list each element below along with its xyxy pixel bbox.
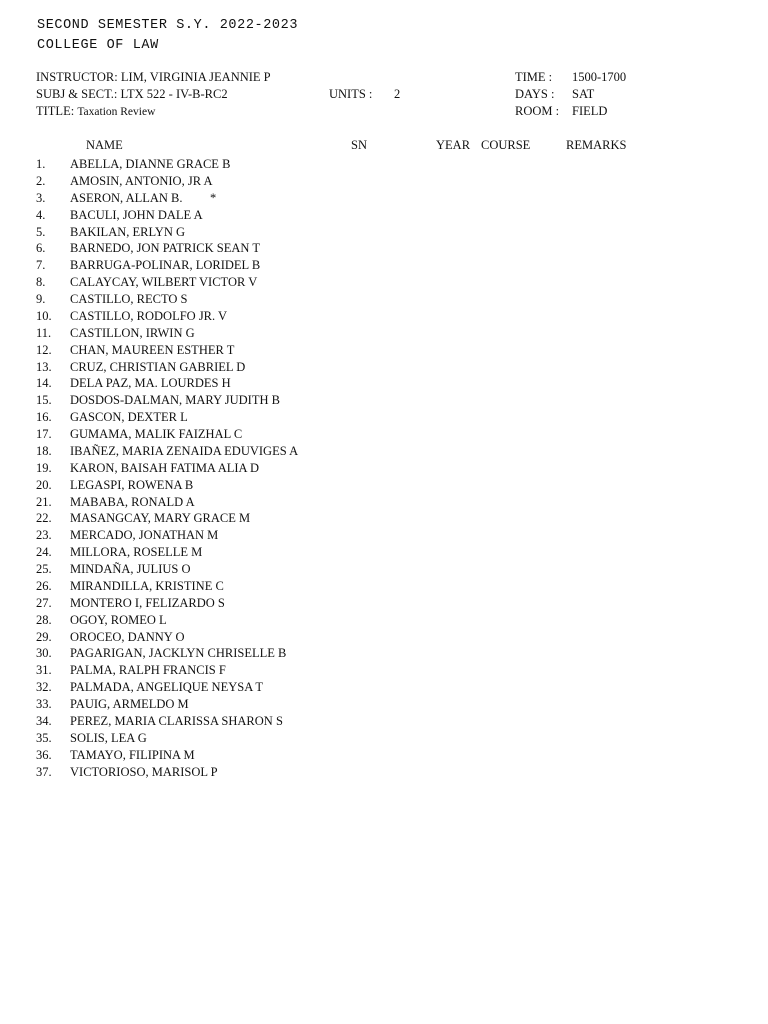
student-row — [0, 629, 400, 646]
student-number: 8. — [36, 275, 46, 290]
student-row — [0, 494, 400, 511]
student-name: CRUZ, CHRISTIAN GABRIEL D — [70, 359, 246, 374]
student-row — [0, 308, 400, 325]
student-row — [0, 713, 400, 730]
student-name: BARRUGA-POLINAR, LORIDEL B — [70, 258, 261, 273]
student-number: 37. — [36, 764, 52, 779]
student-row — [0, 612, 400, 629]
student-row — [0, 679, 400, 696]
student-mark: * — [210, 190, 217, 205]
student-row — [0, 527, 400, 544]
student-number: 34. — [36, 713, 52, 728]
student-number: 24. — [36, 545, 52, 560]
student-number: 25. — [36, 562, 52, 576]
student-number: 4. — [36, 207, 46, 222]
student-name: KARON, BAISAH FATIMA ALIA D — [70, 460, 260, 475]
student-name: MASANGCAY, MARY GRACE M — [70, 511, 251, 526]
student-row — [0, 662, 400, 679]
student-row — [0, 257, 400, 274]
student-number: 28. — [36, 612, 52, 627]
column-header-remarks: REMARKS — [566, 138, 627, 152]
student-row — [0, 460, 400, 477]
student-name: BARNEDO, JON PATRICK SEAN T — [70, 241, 260, 256]
student-name: GASCON, DEXTER L — [70, 410, 188, 425]
column-header-year: YEAR — [436, 138, 471, 152]
student-row — [0, 595, 400, 612]
student-number: 1. — [36, 157, 46, 171]
student-row — [0, 561, 400, 578]
title-value: Taxation Review — [77, 106, 156, 118]
student-name: DOSDOS-DALMAN, MARY JUDITH B — [70, 393, 280, 408]
student-name: TAMAYO, FILIPINA M — [70, 747, 195, 762]
student-number: 29. — [36, 629, 52, 644]
student-row — [0, 730, 400, 747]
student-name: OROCEO, DANNY O — [70, 629, 185, 644]
subject-label: SUBJ & SECT.: — [36, 87, 118, 101]
student-number: 5. — [36, 224, 46, 239]
student-name: AMOSIN, ANTONIO, JR A — [70, 173, 213, 188]
semester-heading: SECOND SEMESTER S.Y. 2022-2023 — [37, 18, 299, 33]
student-number: 9. — [36, 292, 46, 306]
student-row — [0, 409, 400, 426]
student-row — [0, 443, 400, 460]
subject-line — [36, 86, 228, 102]
student-number: 20. — [36, 477, 52, 492]
student-number: 13. — [36, 359, 52, 374]
student-name: PALMA, RALPH FRANCIS F — [70, 663, 226, 678]
student-number: 2. — [36, 173, 46, 188]
title-line — [36, 103, 155, 120]
student-number: 26. — [36, 578, 52, 593]
student-name: OGOY, ROMEO L — [70, 612, 167, 627]
student-number: 3. — [36, 190, 46, 205]
student-name: MONTERO I, FELIZARDO S — [70, 595, 225, 610]
subject-value: LTX 522 - IV-B-RC2 — [120, 87, 228, 101]
student-row — [0, 207, 400, 224]
student-number: 18. — [36, 443, 52, 458]
room-value: FIELD — [572, 104, 608, 118]
student-number: 30. — [36, 646, 52, 661]
student-number: 12. — [36, 342, 52, 357]
student-list — [0, 156, 400, 780]
student-row — [0, 359, 400, 376]
student-row — [0, 274, 400, 291]
units-value: 2 — [394, 87, 401, 101]
student-number: 22. — [36, 511, 52, 526]
instructor-line — [36, 69, 271, 85]
student-name: BAKILAN, ERLYN G — [70, 224, 186, 239]
student-row — [0, 747, 400, 764]
student-number: 21. — [36, 494, 52, 509]
room-label: ROOM : — [515, 104, 560, 118]
student-row — [0, 342, 400, 359]
column-header-course: COURSE — [481, 138, 531, 152]
student-row — [0, 190, 400, 207]
student-number: 14. — [36, 376, 52, 391]
student-name: CHAN, MAUREEN ESTHER T — [70, 342, 235, 357]
instructor-label: INSTRUCTOR: — [36, 70, 118, 84]
student-row — [0, 764, 400, 781]
student-row — [0, 645, 400, 662]
student-row — [0, 173, 400, 190]
student-name: LEGASPI, ROWENA B — [70, 477, 194, 492]
instructor-value: LIM, VIRGINIA JEANNIE P — [120, 70, 271, 84]
column-header-name: NAME — [86, 138, 123, 152]
student-number: 23. — [36, 528, 52, 543]
student-name: BACULI, JOHN DALE A — [70, 207, 203, 222]
student-row — [0, 325, 400, 342]
student-number: 36. — [36, 747, 52, 762]
days-value: SAT — [572, 87, 595, 101]
student-name: SOLIS, LEA G — [70, 730, 147, 745]
student-number: 31. — [36, 663, 52, 678]
student-name: ASERON, ALLAN B. — [70, 190, 183, 205]
student-number: 16. — [36, 410, 52, 425]
time-value: 1500-1700 — [572, 70, 627, 84]
student-name: MINDAÑA, JULIUS O — [70, 562, 191, 576]
student-name: MABABA, RONALD A — [70, 494, 195, 509]
student-number: 10. — [36, 308, 52, 323]
student-name: MILLORA, ROSELLE M — [70, 545, 203, 560]
time-label: TIME : — [515, 70, 553, 84]
student-name: CASTILLO, RECTO S — [70, 292, 188, 306]
column-header-sn: SN — [351, 138, 367, 152]
student-number: 17. — [36, 427, 52, 441]
student-name: CASTILLON, IRWIN G — [70, 325, 195, 340]
student-name: ABELLA, DIANNE GRACE B — [70, 157, 231, 171]
student-name: IBAÑEZ, MARIA ZENAIDA EDUVIGES A — [70, 443, 299, 458]
student-row — [0, 477, 400, 494]
student-name: CALAYCAY, WILBERT VICTOR V — [70, 275, 258, 290]
student-number: 35. — [36, 730, 52, 745]
student-number: 15. — [36, 393, 52, 408]
college-heading: COLLEGE OF LAW — [37, 38, 159, 53]
student-number: 19. — [36, 460, 52, 475]
student-name: MERCADO, JONATHAN M — [70, 528, 219, 543]
student-number: 32. — [36, 680, 52, 695]
student-name: VICTORIOSO, MARISOL P — [70, 764, 218, 779]
title-label: TITLE: — [36, 104, 75, 118]
student-row — [0, 578, 400, 595]
student-number: 11. — [36, 325, 52, 340]
student-row — [0, 426, 400, 443]
student-row — [0, 544, 400, 561]
student-name: PEREZ, MARIA CLARISSA SHARON S — [70, 713, 283, 728]
student-name: MIRANDILLA, KRISTINE C — [70, 578, 224, 593]
student-number: 33. — [36, 697, 52, 711]
student-row — [0, 291, 400, 308]
student-row — [0, 240, 400, 257]
student-name: DELA PAZ, MA. LOURDES H — [70, 376, 231, 391]
student-name: PAUIG, ARMELDO M — [70, 697, 189, 711]
student-name: GUMAMA, MALIK FAIZHAL C — [70, 427, 243, 441]
student-row — [0, 156, 400, 173]
student-name: CASTILLO, RODOLFO JR. V — [70, 308, 228, 323]
student-row — [0, 224, 400, 241]
student-number: 6. — [36, 241, 46, 256]
student-name: PALMADA, ANGELIQUE NEYSA T — [70, 680, 264, 695]
student-name: PAGARIGAN, JACKLYN CHRISELLE B — [70, 646, 287, 661]
units-label: UNITS : — [329, 87, 373, 101]
student-number: 27. — [36, 595, 52, 610]
student-row — [0, 696, 400, 713]
days-label: DAYS : — [515, 87, 555, 101]
student-number: 7. — [36, 258, 46, 273]
student-row — [0, 392, 400, 409]
student-row — [0, 510, 400, 527]
student-row — [0, 375, 400, 392]
